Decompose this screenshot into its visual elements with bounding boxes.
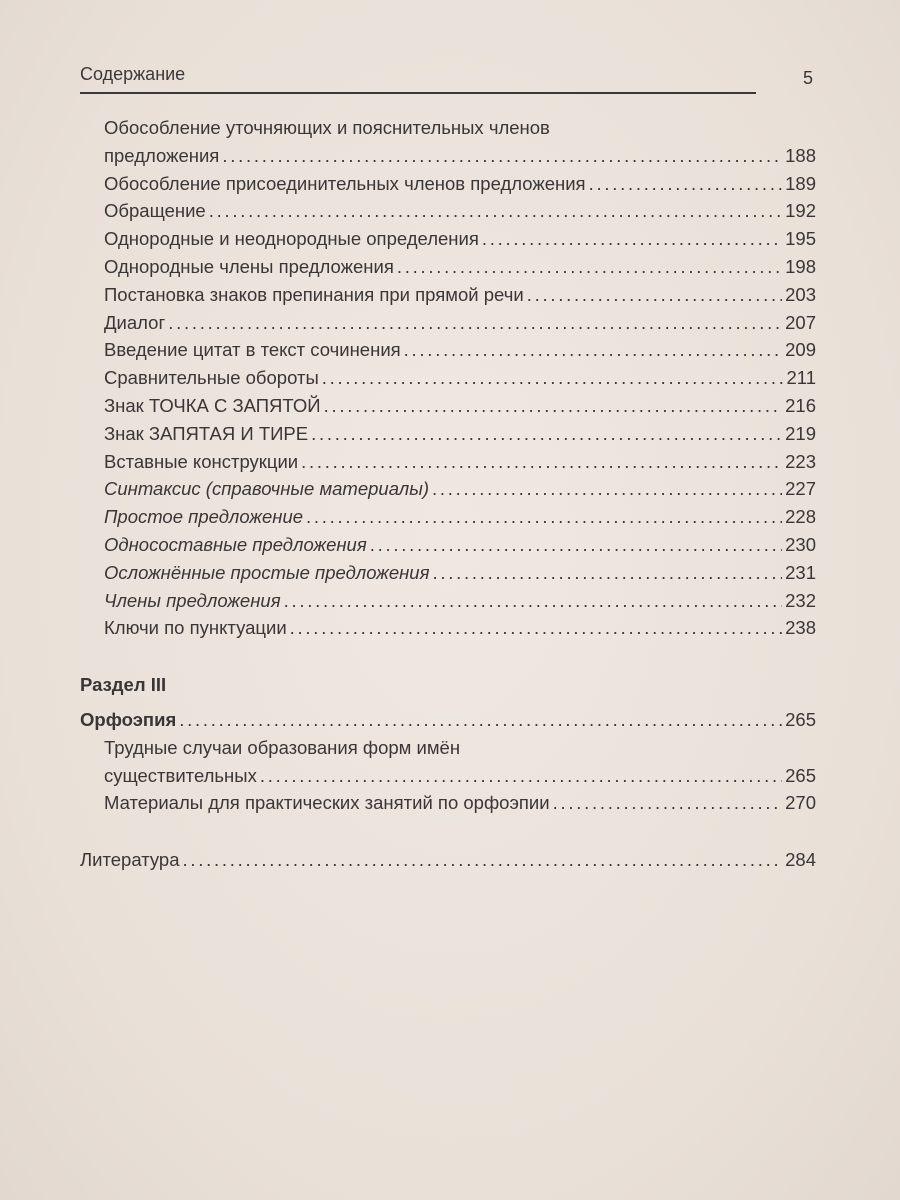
- dot-leader: [397, 253, 782, 281]
- spacer: [80, 699, 816, 706]
- toc-page-number: 203: [785, 283, 816, 305]
- toc-entry-title: Постановка знаков препинания при прямой речи: [104, 283, 524, 305]
- dot-leader: [260, 762, 782, 790]
- toc-page-number: 230: [785, 533, 816, 555]
- toc-page-number: 238: [785, 617, 816, 639]
- dot-leader: [222, 142, 782, 170]
- toc-entry[interactable]: [80, 420, 816, 448]
- toc-entry-title: Знак ЗАПЯТАЯ И ТИРЕ: [104, 422, 309, 444]
- dot-leader: [183, 846, 783, 874]
- toc-entry[interactable]: [80, 142, 816, 170]
- toc-page-number: 265: [785, 708, 816, 730]
- spacer: [80, 642, 816, 671]
- toc-page-number: 209: [785, 339, 816, 361]
- toc-entry[interactable]: [80, 587, 816, 615]
- toc-page-number: 192: [785, 200, 816, 222]
- toc-page-number: 211: [786, 367, 816, 389]
- toc-entry-title-cont: предложения: [104, 144, 220, 166]
- toc-entry-title: Осложнённые простые предложения: [104, 561, 430, 583]
- toc-entry-line: [80, 734, 816, 762]
- toc-entry[interactable]: [80, 706, 816, 734]
- page-number: 5: [803, 68, 814, 88]
- toc-entry[interactable]: [80, 309, 816, 337]
- toc-entry-title: Односоставные предложения: [104, 533, 367, 555]
- toc-entry-title: Обращение: [104, 200, 206, 222]
- dot-leader: [527, 281, 782, 309]
- toc-entry-title: Материалы для практических занятий по орфоэпии: [104, 792, 550, 814]
- toc-entry-title: Трудные случаи образования форм имён: [104, 736, 461, 758]
- toc-entry-title: Вставные конструкции: [104, 450, 299, 472]
- dot-leader: [306, 503, 782, 531]
- toc-entry[interactable]: [80, 614, 816, 642]
- toc-entry[interactable]: [80, 789, 816, 817]
- toc-entry-title: Знак ТОЧКА С ЗАПЯТОЙ: [104, 394, 321, 416]
- toc-entry[interactable]: [80, 559, 816, 587]
- toc-entry[interactable]: [80, 281, 816, 309]
- toc-entry-title: Простое предложение: [104, 506, 304, 528]
- toc-page-number: 231: [785, 561, 816, 583]
- toc-entry-title: Обособление присоединительных членов предложения: [104, 172, 586, 194]
- table-of-contents: [80, 114, 816, 874]
- toc-entry[interactable]: [80, 846, 816, 874]
- toc-page-number: 216: [785, 394, 816, 416]
- toc-entry-title: Однородные члены предложения: [104, 255, 394, 277]
- dot-leader: [322, 364, 784, 392]
- toc-entry-title: Литература: [80, 849, 180, 871]
- toc-entry-title: Ключи по пунктуации: [104, 617, 287, 639]
- toc-page-number: 228: [785, 506, 816, 528]
- toc-page-number: 223: [785, 450, 816, 472]
- toc-page-number: 219: [785, 422, 816, 444]
- toc-entry-title: Обособление уточняющих и пояснительных членов: [104, 117, 550, 138]
- toc-page-number: 198: [785, 255, 816, 277]
- dot-leader: [404, 336, 782, 364]
- toc-entry[interactable]: [80, 392, 816, 420]
- toc-entry[interactable]: [80, 448, 816, 476]
- toc-entry[interactable]: [80, 225, 816, 253]
- dot-leader: [324, 392, 783, 420]
- dot-leader: [168, 309, 782, 337]
- dot-leader: [311, 420, 782, 448]
- toc-page-number: 232: [785, 589, 816, 611]
- dot-leader: [589, 170, 783, 198]
- toc-entry[interactable]: [80, 253, 816, 281]
- toc-entry-title: Сравнительные обороты: [104, 367, 319, 389]
- dot-leader: [301, 448, 782, 476]
- toc-entry-title: Синтаксис (справочные материалы): [104, 478, 429, 500]
- dot-leader: [553, 789, 783, 817]
- toc-entry-title: Введение цитат в текст сочинения: [104, 339, 401, 361]
- toc-entry[interactable]: [80, 503, 816, 531]
- toc-page-number: 227: [785, 478, 816, 500]
- toc-entry-title-cont: существительных: [104, 764, 257, 786]
- dot-leader: [284, 587, 783, 615]
- toc-page-number: 207: [785, 311, 816, 333]
- toc-page-number: 195: [785, 228, 816, 250]
- toc-page-number: 270: [785, 792, 816, 814]
- dot-leader: [370, 531, 782, 559]
- toc-entry-title: Диалог: [104, 311, 166, 333]
- toc-entry[interactable]: [80, 475, 816, 503]
- header-rule: [80, 92, 756, 94]
- toc-entry[interactable]: [80, 170, 816, 198]
- toc-entry[interactable]: [80, 336, 816, 364]
- toc-entry-title: Члены предложения: [104, 589, 281, 611]
- dot-leader: [432, 559, 782, 587]
- toc-entry[interactable]: [80, 364, 816, 392]
- toc-entry-title: Однородные и неоднородные определения: [104, 228, 479, 250]
- toc-entry[interactable]: [80, 197, 816, 225]
- toc-entry[interactable]: [80, 531, 816, 559]
- toc-page-number: 284: [785, 849, 816, 871]
- dot-leader: [290, 614, 782, 642]
- toc-page-number: 188: [785, 144, 816, 166]
- dot-leader: [209, 197, 782, 225]
- toc-page-number: 265: [785, 764, 816, 786]
- dot-leader: [179, 706, 782, 734]
- dot-leader: [432, 475, 782, 503]
- running-header-title: Содержание: [80, 64, 186, 84]
- toc-entry: [80, 671, 816, 699]
- toc-entry-title: Раздел III: [80, 674, 167, 696]
- dot-leader: [482, 225, 782, 253]
- toc-page-number: 189: [785, 172, 816, 194]
- spacer: [80, 817, 816, 846]
- toc-entry[interactable]: [80, 762, 816, 790]
- toc-entry-line: [80, 114, 816, 142]
- toc-entry-title: Орфоэпия: [80, 708, 177, 730]
